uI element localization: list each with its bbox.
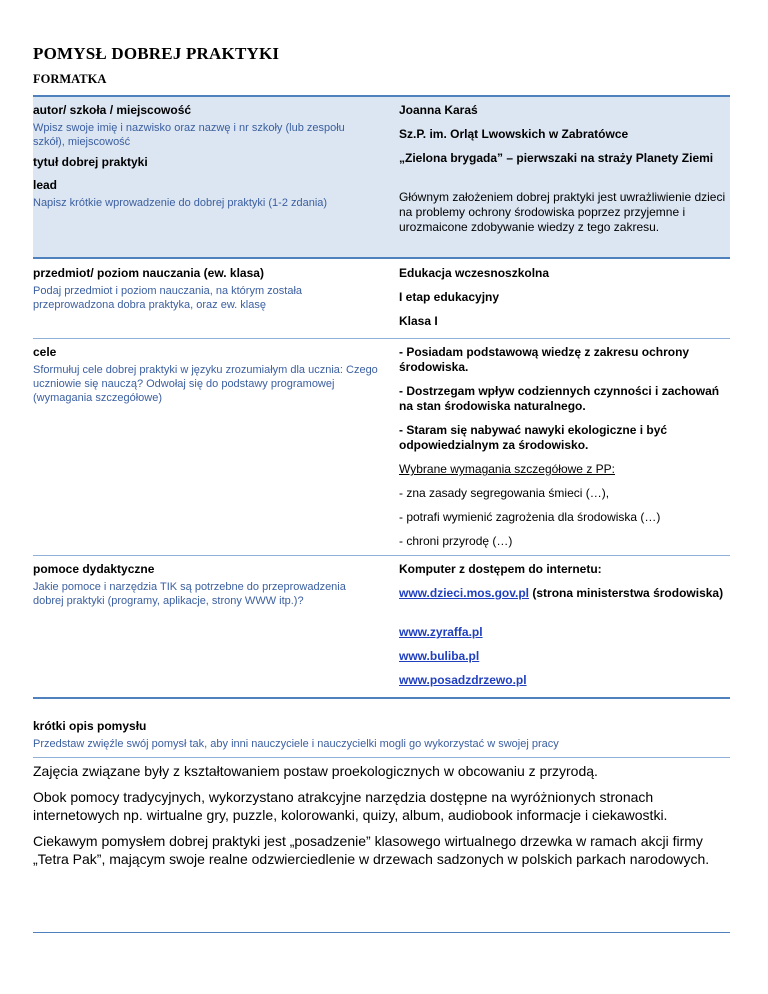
link-buliba[interactable]: www.buliba.pl xyxy=(399,649,480,663)
aids-link-2-block xyxy=(399,625,729,640)
subject-hint: Podaj przedmiot i poziom nauczania, na którym została przeprowadzona dobra praktyka, oraz ew. klasę xyxy=(33,285,303,311)
document-title: POMYSŁ DOBREJ PRAKTYKI xyxy=(33,44,280,63)
description-label: krótki opis pomysłu xyxy=(33,719,147,733)
subject-label: przedmiot/ poziom nauczania (ew. klasa) xyxy=(33,266,264,280)
description-paragraph-1: Zajęcia związane były z kształtowaniem postaw proekologicznych w obcowaniu z przyrodą. xyxy=(33,763,598,779)
description-paragraph-2: Obok pomocy tradycyjnych, wykorzystano atrakcyjne narzędzia dostępne na wyróżnionych stronach internetowych np. wirtualne gry, puzzle, kolorowanki, quizy, album, audiobook informacje i ciekawostki. xyxy=(33,789,668,823)
description-divider xyxy=(33,757,730,758)
lead-label-block xyxy=(33,178,373,210)
description-paragraph-3: Ciekawym pomysłem dobrej praktyki jest „posadzenie” klasowego wirtualnego drzewka w ramach akcji firmy „Tetra Pak”, mającym swoje realne odzwierciedlenie w drzewach sadzonych w polskich parkach narodowych. xyxy=(33,833,710,867)
aids-link-3-block xyxy=(399,649,729,664)
section-divider xyxy=(33,555,730,556)
lead-value: Głównym założeniem dobrej praktyki jest uwrażliwienie dzieci na problemy ochrony środowiska poprzez przyjemne i urozmaicone zdobywanie wiedzy z tego zakresu. xyxy=(399,190,726,234)
subject-value-3: Klasa I xyxy=(399,314,438,328)
author-label: autor/ szkoła / miejscowość xyxy=(33,103,192,117)
link-zyraffa[interactable]: www.zyraffa.pl xyxy=(399,625,483,639)
practice-title-label: tytuł dobrej praktyki xyxy=(33,155,148,169)
author-hint: Wpisz swoje imię i nazwisko oraz nazwę i nr szkoły (lub zespołu szkół), miejscowość xyxy=(33,122,345,148)
requirements-heading: Wybrane wymagania szczegółowe z PP: xyxy=(399,462,615,476)
subject-value-1: Edukacja wczesnoszkolna xyxy=(399,266,550,280)
aids-intro: Komputer z dostępem do internetu: xyxy=(399,562,602,576)
practice-title-value: „Zielona brygada” – pierwszaki na straży Planety Ziemi xyxy=(399,151,714,165)
link-dzieci-mos[interactable]: www.dzieci.mos.gov.pl xyxy=(399,586,530,600)
document-subtitle: FORMATKA xyxy=(33,72,107,86)
goals-hint: Sformułuj cele dobrej praktyki w języku zrozumiałym dla ucznia: Czego uczniowie się nauczą? Odwołaj się do podstawy programowej (wymagania szczegółowe) xyxy=(33,364,378,404)
aids-link-1-block xyxy=(399,586,729,601)
goal-item-3: - Staram się nabywać nawyki ekologiczne i być odpowiedzialnym za środowisko. xyxy=(399,423,668,452)
link-posadzdrzewo[interactable]: www.posadzdrzewo.pl xyxy=(399,673,527,687)
aids-link-4-block xyxy=(399,673,729,688)
subject-value-2: I etap edukacyjny xyxy=(399,290,500,304)
requirement-item-3: - chroni przyrodę (…) xyxy=(399,534,513,548)
lead-label: lead xyxy=(33,178,58,192)
bottom-rule xyxy=(33,932,730,933)
requirement-item-1: - zna zasady segregowania śmieci (…), xyxy=(399,486,610,500)
goals-label: cele xyxy=(33,345,57,359)
section-divider xyxy=(33,257,730,259)
description-label-block xyxy=(33,719,730,751)
description-hint: Przedstaw zwięźle swój pomysł tak, aby inni nauczyciele i nauczycielki mogli go wykorzystać w swojej pracy xyxy=(33,738,559,750)
aids-hint: Jakie pomoce i narzędzia TIK są potrzebne do przeprowadzenia dobrej praktyki (programy, aplikacje, strony WWW itp.)? xyxy=(33,581,346,607)
goals-label-block xyxy=(33,345,383,405)
aids-label: pomoce dydaktyczne xyxy=(33,562,155,576)
goal-item-1: - Posiadam podstawową wiedzę z zakresu ochrony środowiska. xyxy=(399,345,690,374)
section-divider xyxy=(33,338,730,339)
requirement-item-2: - potrafi wymienić zagrożenia dla środowiska (…) xyxy=(399,510,661,524)
link-1-note: (strona ministerstwa środowiska) xyxy=(529,586,724,600)
author-school: Sz.P. im. Orląt Lwowskich w Zabratówce xyxy=(399,127,629,141)
section-divider xyxy=(33,697,730,699)
aids-label-block xyxy=(33,562,378,608)
author-label-block xyxy=(33,103,373,149)
lead-hint: Napisz krótkie wprowadzenie do dobrej praktyki (1-2 zdania) xyxy=(33,197,328,209)
subject-label-block xyxy=(33,266,378,312)
goal-item-2: - Dostrzegam wpływ codziennych czynności i zachowań na stan środowiska naturalnego. xyxy=(399,384,720,413)
author-name: Joanna Karaś xyxy=(399,103,478,117)
